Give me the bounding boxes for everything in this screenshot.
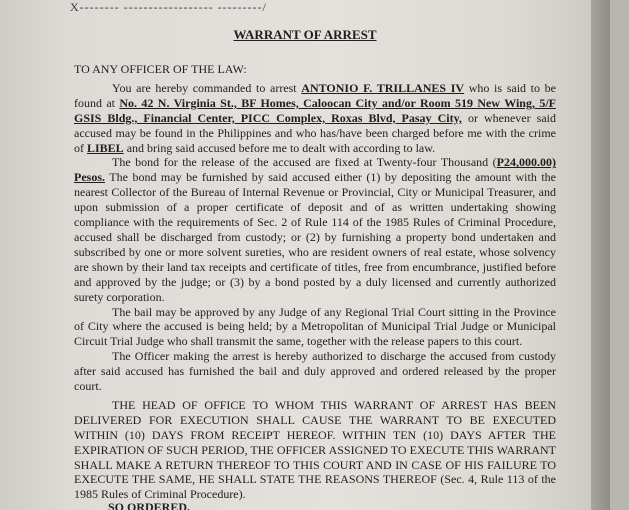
accused-address: No. 42 N. Virginia St., BF Homes, Caloocan City and/or Room 519 New Wing, 5/F GSIS Bldg., Financial Center, PICC Complex, Roxas Blvd, Pasay City, xyxy=(74,95,557,125)
case-caption-line: X-------- ------------------ ---------/ xyxy=(70,0,267,14)
closing-so-ordered: SO ORDERED. xyxy=(108,500,191,510)
document-title: WARRANT OF ARREST xyxy=(233,27,377,42)
addressee: TO ANY OFFICER OF THE LAW: xyxy=(74,62,247,76)
paragraph-execution-instructions: THE HEAD OF OFFICE TO WHOM THIS WARRANT OF ARREST HAS BEEN DELIVERED FOR EXECUTION SHALL CAUSE THE WARRANT TO BE EXECUTED WITHIN (10) DAYS FROM RECEIPT HEREOF. WITHIN TEN (10) DAYS AFTER THE EXPIRATION OF SUCH PERIOD, THE OFFICER ASSIGNED TO EXECUTE THIS WARRANT SHALL MAKE A RETURN THEREOF TO THIS COURT AND IN CASE OF HIS FAILURE TO EXECUTE THE SAME, HE SHALL STATE THE REASONS THEREOF (Sec. 4, Rule 113 of the 1985 Rules of Criminal Procedure). xyxy=(74,397,556,502)
document-body xyxy=(74,62,556,502)
paragraph-arrest-command: You are hereby commanded to arrest ANTONIO F. TRILLANES IV who is said to be found at No. 42 N. Virginia St., BF Homes, Caloocan City and/or Room 519 New Wing, 5/F GSIS Bldg., Financial Center, PICC Complex, Roxas Blvd, Pasay City, or whenever said accused may be found in the Philippines and who has/have been charged before me with the crime of LIBEL and bring said accused before me to dealt with according to law. xyxy=(74,80,557,155)
paragraph-discharge: The Officer making the arrest is hereby authorized to discharge the accused from custody after said accused has furnished the bail and duly approved and ordered released by the proper court. xyxy=(74,349,556,394)
bond-amount: P24,000.00) Pesos. xyxy=(74,155,556,185)
paragraph-bail-approval: The bail may be approved by any Judge of any Regional Trial Court sitting in the Province of City where the accused is being held; by a Metropolitan of Municipal Trial Judge or Municipal Circuit Trial Judge who shall transmit the same, together with the release papers to this court. xyxy=(74,304,556,349)
paragraph-bond: The bond for the release of the accused are fixed at Twenty-four Thousand (P24,000.00) Pesos. The bond may be furnished by said accused either (1) by depositing the amount with the nearest Collector of the Bureau of Internal Revenue or Provincial, City or Municipal Treasurer, and upon submission of a proper certificate of deposit and of as written undertaking showing compliance with the requirements of Sec. 2 of Rule 114 of the 1985 Rules of Criminal Procedure, accused shall be discharged from custody; or (2) by furnishing a property bond undertaken and subscribed by one or more solvent sureties, who are resident owners of real estate, whose solvency are shown by their land tax receipts and certificate of titles, free from encumbrance, justified before and approved by the judge; or (3) by a bond posted by a duly licensed and currently authorized surety corporation. xyxy=(74,155,556,304)
accused-name: ANTONIO F. TRILLANES IV xyxy=(301,80,465,95)
crime-charged: LIBEL xyxy=(87,140,124,155)
page-edge-shadow xyxy=(591,0,610,510)
